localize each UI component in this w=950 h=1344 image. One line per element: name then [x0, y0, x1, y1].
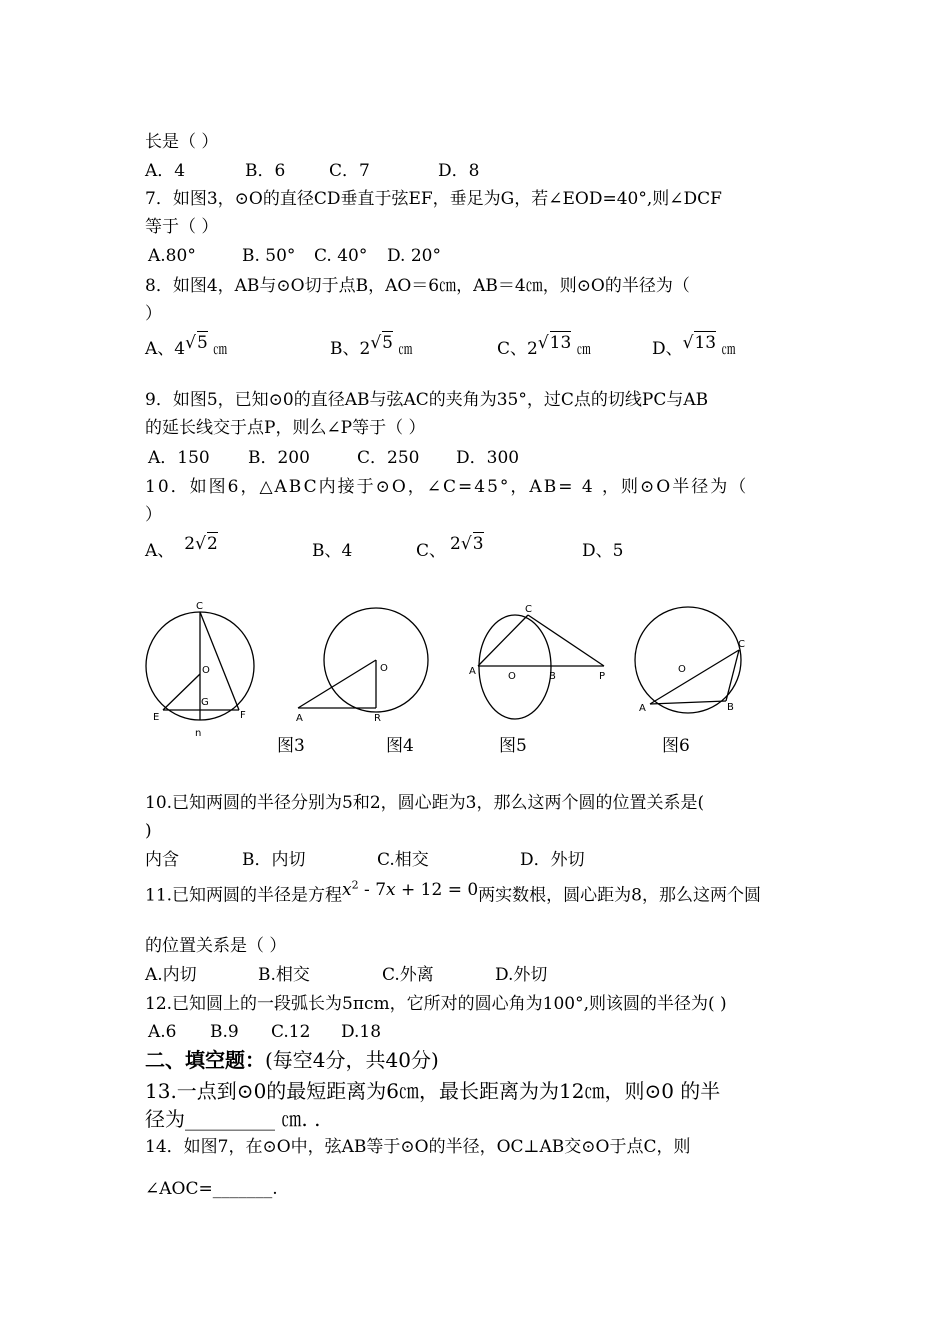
radicand: 13 — [549, 333, 572, 353]
label-o: O — [202, 665, 210, 676]
unit: ㎝ — [721, 342, 736, 358]
eq-x2: x — [386, 879, 396, 900]
figure-3-caption: 图3 — [277, 736, 305, 756]
q11-option-a: A.内切 — [145, 965, 197, 985]
label-b: B — [549, 671, 556, 682]
unit: ㎝ — [213, 342, 228, 358]
q8-stem-line2: ） — [145, 304, 162, 324]
figure-5-caption: 图5 — [499, 736, 527, 756]
q6-stem-end: 长是（ ） — [145, 132, 219, 152]
unit: ㎝ — [576, 342, 591, 358]
q9-option-a: A．150 — [148, 448, 210, 468]
q12-option-b: B.9 — [210, 1022, 239, 1042]
label-c: C — [525, 604, 532, 615]
label-e: E — [153, 712, 160, 723]
q11-option-c: C.外离 — [382, 965, 434, 985]
circle — [479, 615, 551, 719]
radicand: 2 — [206, 534, 218, 554]
figure-5-diagram — [465, 598, 615, 728]
q8-option-a: A、4√5 ㎝ — [145, 333, 228, 359]
q14-stem-line2: ∠AOC=_______. — [145, 1179, 278, 1199]
coefficient: 2 — [184, 534, 196, 554]
figure-6-caption: 图6 — [662, 736, 690, 756]
q7-option-c: C. 40° — [314, 246, 368, 266]
q10b-option-a: 内含 — [145, 850, 179, 870]
eq-x: x — [342, 879, 352, 900]
q12-stem: 12.已知圆上的一段弧长为5πcm，它所对的圆心角为100°,则该圆的半径为( ) — [145, 994, 727, 1014]
q10-option-d: D、5 — [582, 541, 624, 561]
q10-stem-line1: 10．如图6，△ABC内接于⊙O，∠C=45°，AB= 4 ，则⊙O半径为（ — [145, 477, 749, 497]
coefficient: 2 — [450, 534, 461, 554]
section-2-scoring: (每空4分，共40分) — [265, 1048, 439, 1072]
q9-stem-line1: 9．如图5，已知⊙0的直径AB与弦AC的夹角为35°，过C点的切线PC与AB — [145, 390, 709, 410]
q8-option-c: C、2√13 ㎝ — [497, 333, 591, 359]
segment-eo — [163, 674, 200, 710]
q10b-option-b: B．内切 — [242, 850, 306, 870]
figure-3-diagram — [138, 595, 258, 740]
q11-stem-line2: 的位置关系是（ ） — [145, 936, 287, 956]
q10-option-b: B、4 — [312, 541, 353, 561]
q12-option-d: D.18 — [341, 1022, 382, 1042]
option-prefix: C、2 — [497, 339, 538, 359]
eq-middle: - 7 — [358, 879, 387, 900]
label-c: C — [196, 601, 203, 612]
label-b: R — [374, 713, 381, 724]
radicand: 13 — [694, 333, 717, 353]
q11-equation — [342, 880, 478, 900]
q10-option-a: A、 2√2 — [145, 534, 218, 561]
option-prefix: B、2 — [330, 339, 371, 359]
label-c: C — [738, 639, 745, 650]
q9-option-c: C．250 — [357, 448, 420, 468]
label-d: n — [195, 728, 202, 739]
section-2-heading — [145, 1047, 439, 1073]
q7-option-a: A.80° — [148, 246, 196, 266]
q7-stem-line1: 7．如图3，⊙O的直径CD垂直于弦EF，垂足为G，若∠EOD=40°,则∠DCF — [145, 189, 722, 209]
q9-stem-line2: 的延长线交于点P，则么∠P等于（ ） — [145, 418, 426, 438]
q10b-stem-line2: ) — [145, 821, 152, 841]
option-prefix: C、 — [416, 541, 447, 561]
q6-option-b: B．6 — [245, 161, 286, 181]
circle — [635, 607, 741, 713]
q13-stem-line1: 13.一点到⊙0的最短距离为6㎝，最长距离为为12㎝，则⊙0 的半 — [145, 1079, 721, 1103]
radicand: 5 — [382, 333, 393, 353]
q7-stem-line2: 等于（ ） — [145, 217, 219, 237]
unit: ㎝ — [398, 342, 413, 358]
q11-text-end: 两实数根，圆心距为8，那么这两个圆 — [478, 885, 761, 906]
q10-stem-line2: ） — [145, 505, 162, 525]
chord-ac — [478, 615, 528, 666]
q8-stem-line1: 8．如图4，AB与⊙O切于点B，AO＝6㎝，AB＝4㎝，则⊙O的半径为（ — [145, 276, 690, 296]
label-p: P — [599, 671, 606, 682]
q6-option-d: D．8 — [438, 161, 480, 181]
q11-option-b: B.相交 — [258, 965, 310, 985]
eq-end: + 12 = 0 — [395, 879, 479, 900]
option-prefix: A、 — [145, 541, 175, 561]
radicand: 5 — [196, 333, 208, 353]
q7-option-b: B. 50° — [242, 246, 296, 266]
q11-stem-line1 — [145, 880, 761, 907]
figure-4-caption: 图4 — [386, 736, 414, 756]
chord-ac — [650, 650, 739, 704]
radicand: 3 — [472, 534, 484, 554]
q9-option-d: D．300 — [456, 448, 520, 468]
q10b-option-c: C.相交 — [377, 850, 429, 870]
label-o: O — [678, 664, 686, 675]
q8-option-d: D、√13 ㎝ — [652, 333, 736, 359]
segment-ao — [298, 660, 376, 708]
q10-option-c: C、 2√3 — [416, 534, 484, 561]
q8-option-b: B、2√5 ㎝ — [330, 333, 413, 359]
option-prefix: D、 — [652, 339, 683, 359]
label-g: G — [201, 697, 209, 708]
figure-6-diagram — [630, 600, 760, 725]
q10b-option-d: D．外切 — [520, 850, 585, 870]
q7-option-d: D. 20° — [387, 246, 441, 266]
q14-stem-line1: 14．如图7，在⊙O中，弦AB等于⊙O的半径，OC⊥AB交⊙O于点C，则 — [145, 1137, 691, 1157]
q13-stem-line2: 径为_________ ㎝. . — [145, 1107, 321, 1131]
q11-text-start: 11.已知两圆的半径是方程 — [145, 885, 343, 906]
chord-ab — [650, 701, 726, 704]
label-a: A — [296, 713, 303, 724]
chord-bc — [726, 650, 739, 701]
q9-option-b: B．200 — [248, 448, 310, 468]
tangent-pc — [528, 615, 604, 666]
q6-option-c: C．7 — [329, 161, 370, 181]
section-2-title: 二、填空题： — [145, 1048, 265, 1072]
option-prefix: A、4 — [145, 339, 186, 359]
figure-4-diagram — [290, 605, 430, 730]
q10b-stem-line1: 10.已知两圆的半径分别为5和2，圆心距为3，那么这两个圆的位置关系是( — [145, 793, 705, 813]
eq-exponent: 2 — [351, 878, 359, 891]
q12-option-a: A.6 — [148, 1022, 177, 1042]
label-o: O — [508, 671, 516, 682]
label-b: B — [727, 702, 734, 713]
q11-option-d: D.外切 — [495, 965, 548, 985]
label-a: A — [639, 703, 646, 714]
q12-option-c: C.12 — [271, 1022, 311, 1042]
segment-cf — [200, 612, 239, 710]
label-a: A — [469, 666, 476, 677]
label-f: F — [240, 710, 246, 721]
label-o: O — [380, 663, 388, 674]
q6-option-a: A．4 — [145, 161, 186, 181]
